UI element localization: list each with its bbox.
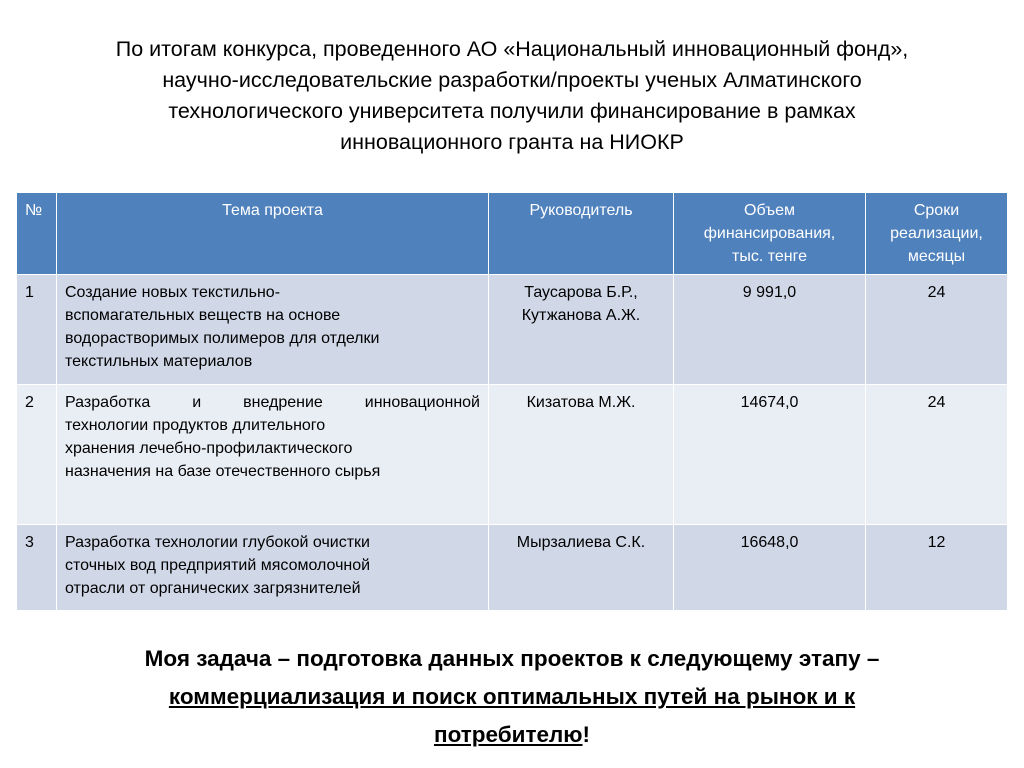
funding-amount: 14674,0 <box>674 385 866 525</box>
term-months: 12 <box>866 525 1008 611</box>
title-line: По итогам конкурса, проведенного АО «Национальный инновационный фонд», <box>115 37 909 61</box>
row-number: 3 <box>17 525 57 611</box>
title-line: научно-исследовательские разработки/проекты ученых Алматинского <box>162 68 862 92</box>
project-leader: Таусарова Б.Р., Кутжанова А.Ж. <box>489 275 674 385</box>
table-header-row <box>17 193 1008 275</box>
task-underlined-word: потребителю <box>433 722 583 747</box>
title-line: инновационного гранта на НИОКР <box>340 130 684 154</box>
project-leader: Мырзалиева С.К. <box>489 525 674 611</box>
table-row <box>17 385 1008 525</box>
grants-table <box>16 192 1008 611</box>
funding-amount: 16648,0 <box>674 525 866 611</box>
term-months: 24 <box>866 385 1008 525</box>
project-topic: Разработка и внедрение инновационной технологии продуктов длительного хранения лечебно-профилактического назначения на базе отечественного сырья <box>57 385 489 525</box>
task-line <box>40 716 984 754</box>
header-leader: Руководитель <box>489 193 674 275</box>
header-funding: Объем финансирования, тыс. тенге <box>674 193 866 275</box>
task-statement <box>40 640 984 754</box>
row-number: 2 <box>17 385 57 525</box>
header-topic: Тема проекта <box>57 193 489 275</box>
funding-amount: 9 991,0 <box>674 275 866 385</box>
header-number: № <box>17 193 57 275</box>
project-leader: Кизатова М.Ж. <box>489 385 674 525</box>
row-number: 1 <box>17 275 57 385</box>
table-row <box>17 525 1008 611</box>
term-months: 24 <box>866 275 1008 385</box>
task-line: коммерциализация и поиск оптимальных путей на рынок и к <box>168 684 856 709</box>
task-line: Моя задача – подготовка данных проектов к следующему этапу – <box>144 646 880 671</box>
table-row <box>17 275 1008 385</box>
slide-title <box>40 34 984 158</box>
project-topic: Создание новых текстильно- вспомагательных веществ на основе водорастворимых полимеров для отделки текстильных материалов <box>57 275 489 385</box>
task-exclamation: ! <box>582 722 591 747</box>
header-term: Сроки реализации, месяцы <box>866 193 1008 275</box>
project-topic: Разработка технологии глубокой очистки сточных вод предприятий мясомолочной отрасли от органических загрязнителей <box>57 525 489 611</box>
title-line: технологического университета получили финансирование в рамках <box>168 99 856 123</box>
